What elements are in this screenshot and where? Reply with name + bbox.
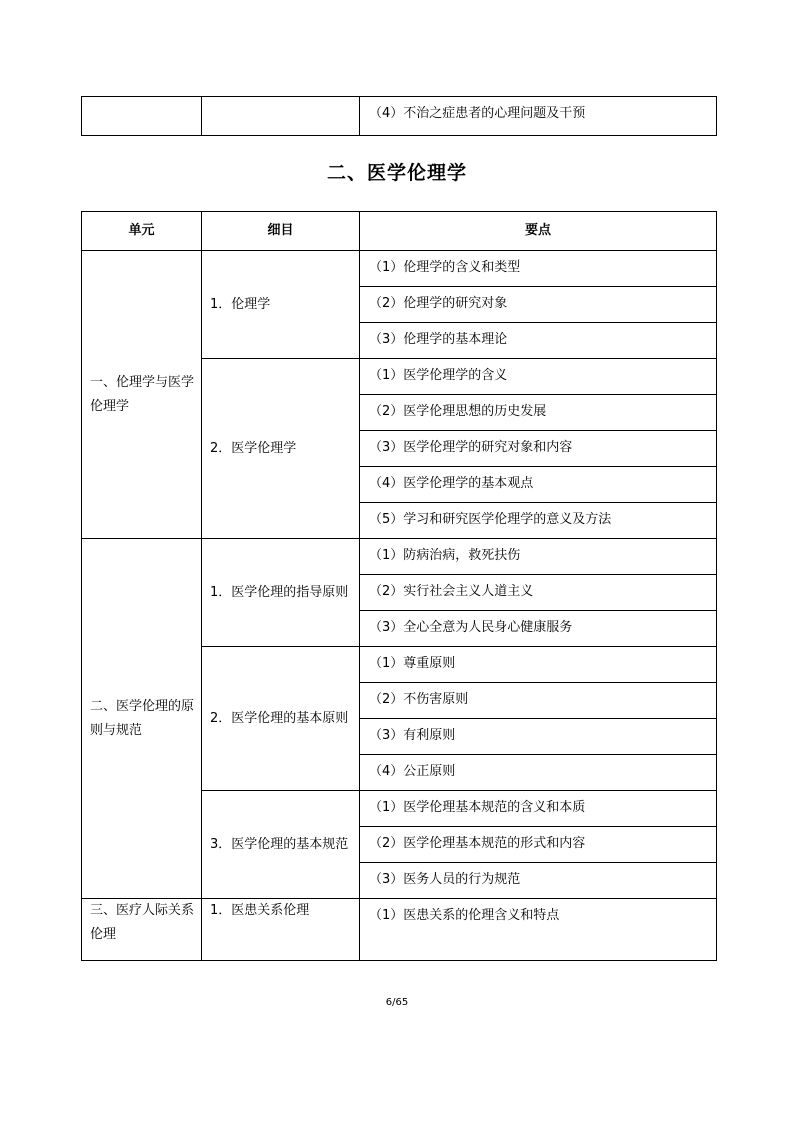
point-cell: （3）全心全意为人民身心健康服务 bbox=[360, 611, 717, 647]
detail-cell: 2．医学伦理的基本原则 bbox=[202, 647, 360, 791]
point-cell: （5）学习和研究医学伦理学的意义及方法 bbox=[360, 503, 717, 539]
point-cell: （1）医学伦理学的含义 bbox=[360, 359, 717, 395]
point-cell: （4）医学伦理学的基本观点 bbox=[360, 467, 717, 503]
detail-cell bbox=[202, 97, 360, 136]
point-cell: （2）医学伦理思想的历史发展 bbox=[360, 395, 717, 431]
table-row bbox=[82, 899, 717, 961]
header-points: 要点 bbox=[360, 212, 717, 251]
unit-cell: 一、伦理学与医学伦理学 bbox=[82, 251, 202, 539]
point-cell: （1）尊重原则 bbox=[360, 647, 717, 683]
detail-cell: 1．医患关系伦理 bbox=[202, 899, 360, 961]
point-cell: （3）医务人员的行为规范 bbox=[360, 863, 717, 899]
unit-cell bbox=[82, 97, 202, 136]
table-row bbox=[82, 539, 717, 575]
detail-cell: 1．伦理学 bbox=[202, 251, 360, 359]
point-cell: （1）伦理学的含义和类型 bbox=[360, 251, 717, 287]
page-number: 6/65 bbox=[385, 997, 409, 1008]
point-cell: （1）防病治病，救死扶伤 bbox=[360, 539, 717, 575]
point-cell: （2）伦理学的研究对象 bbox=[360, 287, 717, 323]
point-cell: （1）医患关系的伦理含义和特点 bbox=[360, 899, 717, 961]
point-cell: （2）实行社会主义人道主义 bbox=[360, 575, 717, 611]
header-unit: 单元 bbox=[82, 212, 202, 251]
detail-cell: 2．医学伦理学 bbox=[202, 359, 360, 539]
point-cell: （3）有利原则 bbox=[360, 719, 717, 755]
table-header-row bbox=[82, 212, 717, 251]
detail-cell: 3．医学伦理的基本规范 bbox=[202, 791, 360, 899]
point-cell: （2）医学伦理基本规范的形式和内容 bbox=[360, 827, 717, 863]
header-detail: 细目 bbox=[202, 212, 360, 251]
point-cell: （4）不治之症患者的心理问题及干预 bbox=[360, 97, 717, 136]
point-cell: （2）不伤害原则 bbox=[360, 683, 717, 719]
table-row bbox=[82, 97, 717, 136]
syllabus-table bbox=[81, 211, 717, 961]
continued-table bbox=[81, 96, 717, 136]
point-cell: （4）公正原则 bbox=[360, 755, 717, 791]
point-cell: （3）伦理学的基本理论 bbox=[360, 323, 717, 359]
point-cell: （3）医学伦理学的研究对象和内容 bbox=[360, 431, 717, 467]
table-row bbox=[82, 251, 717, 287]
unit-cell: 二、医学伦理的原则与规范 bbox=[82, 539, 202, 899]
unit-cell: 三、医疗人际关系伦理 bbox=[82, 899, 202, 961]
detail-cell: 1．医学伦理的指导原则 bbox=[202, 539, 360, 647]
section-title: 二、医学伦理学 bbox=[326, 162, 467, 184]
point-cell: （1）医学伦理基本规范的含义和本质 bbox=[360, 791, 717, 827]
